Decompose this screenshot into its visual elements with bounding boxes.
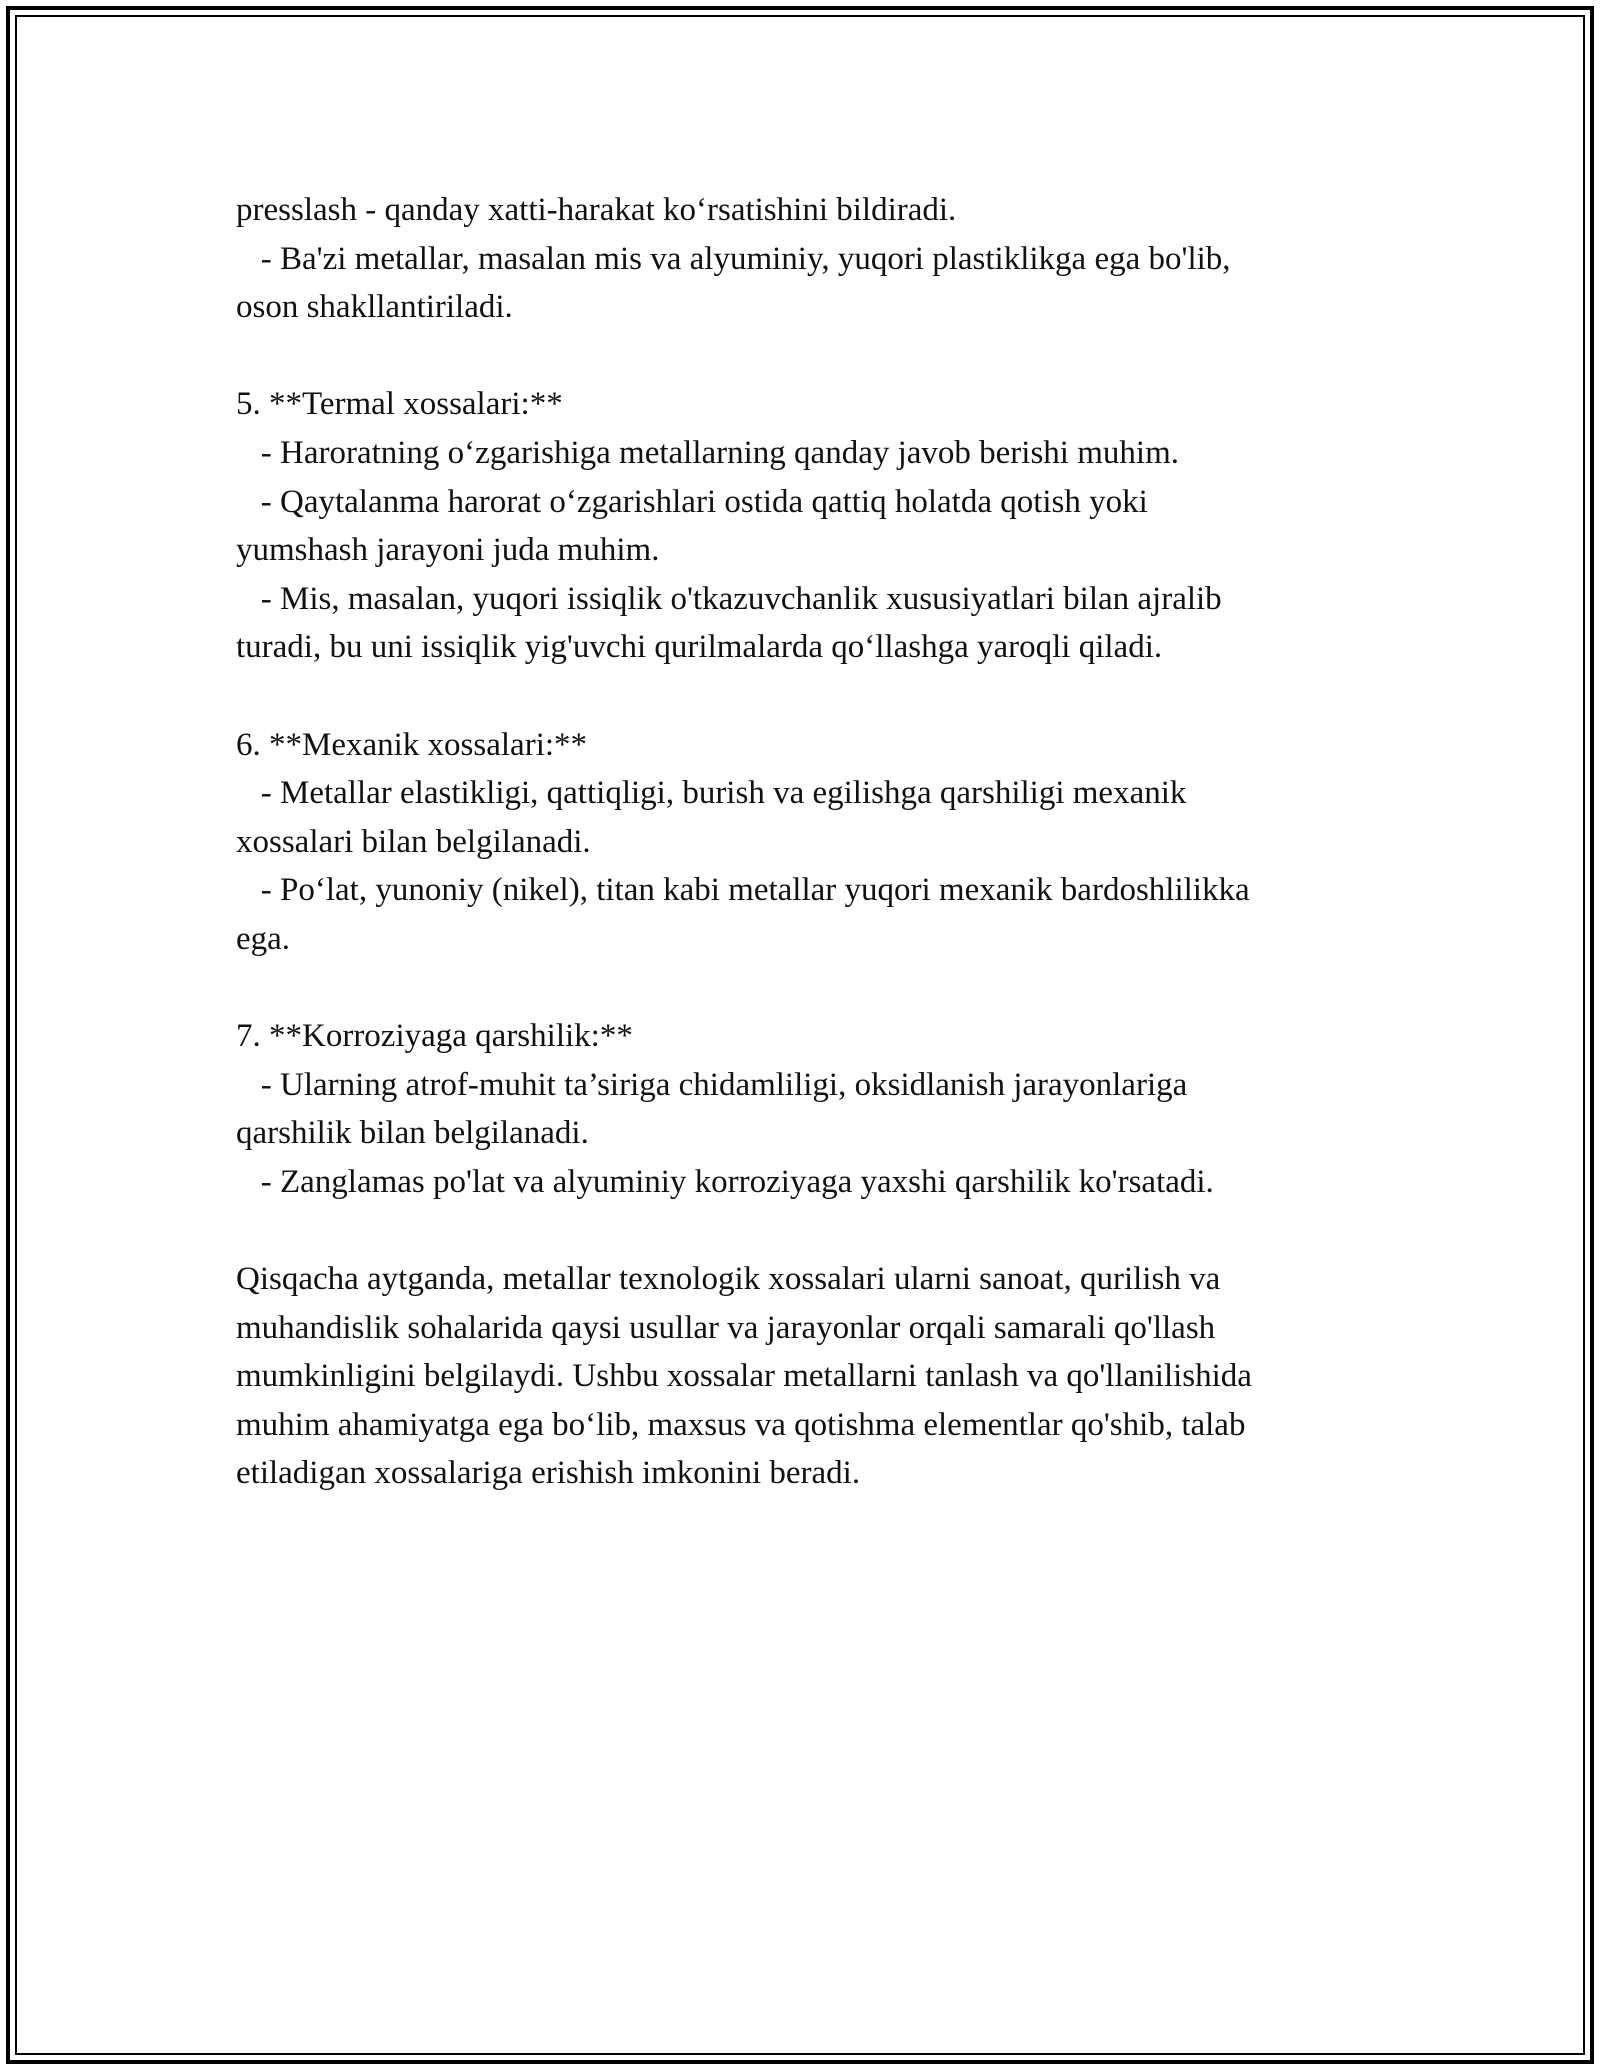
text-line: - Ularning atrof-muhit ta’siriga chidamliligi, oksidlanish jarayonlariga bbox=[236, 1066, 1188, 1103]
summary-line: etiladigan xossalariga erishish imkonini beradi. bbox=[236, 1455, 861, 1492]
text-line: yumshash jarayoni juda muhim. bbox=[236, 532, 660, 569]
text-line: - Ba'zi metallar, masalan mis va alyuminiy, yuqori plastiklikga ega bo'lib, bbox=[236, 240, 1231, 277]
paragraph-gap bbox=[236, 672, 1376, 721]
summary-line: Qisqacha aytganda, metallar texnologik xossalari ularni sanoat, qurilish va bbox=[236, 1261, 1221, 1298]
paragraph-gap bbox=[236, 332, 1376, 381]
text-line: turadi, bu uni issiqlik yig'uvchi qurilmalarda qo‘llashga yaroqli qiladi. bbox=[236, 629, 1163, 666]
section-heading: 6. **Mexanik xossalari:** bbox=[236, 726, 588, 763]
text-line: - Qaytalanma harorat o‘zgarishlari ostida qattiq holatda qotish yoki bbox=[236, 483, 1148, 520]
text-line: - Zanglamas po'lat va alyuminiy korroziyaga yaxshi qarshilik ko'rsatadi. bbox=[236, 1163, 1214, 1200]
paragraph-gap bbox=[236, 964, 1376, 1013]
section-heading: 5. **Termal xossalari:** bbox=[236, 386, 563, 423]
text-line: - Haroratning o‘zgarishiga metallarning qanday javob berishi muhim. bbox=[236, 434, 1179, 471]
text-line: oson shakllantiriladi. bbox=[236, 289, 513, 326]
text-line: xossalari bilan belgilanadi. bbox=[236, 823, 591, 860]
text-line: - Po‘lat, yunoniy (nikel), titan kabi metallar yuqori mexanik bardoshlilikka bbox=[236, 872, 1250, 909]
summary-line: muhandislik sohalarida qaysi usullar va jarayonlar orqali samarali qo'llash bbox=[236, 1309, 1216, 1346]
text-line: - Metallar elastikligi, qattiqligi, burish va egilishga qarshiligi mexanik bbox=[236, 775, 1187, 812]
text-line: qarshilik bilan belgilanadi. bbox=[236, 1115, 589, 1152]
summary-line: mumkinligini belgilaydi. Ushbu xossalar metallarni tanlash va qo'llanilishida bbox=[236, 1358, 1252, 1395]
section-heading: 7. **Korroziyaga qarshilik:** bbox=[236, 1018, 633, 1055]
summary-line: muhim ahamiyatga ega bo‘lib, maxsus va qotishma elementlar qo'shib, talab bbox=[236, 1406, 1246, 1443]
text-line: - Mis, masalan, yuqori issiqlik o'tkazuvchanlik xususiyatlari bilan ajralib bbox=[236, 580, 1222, 617]
document-body bbox=[236, 186, 1376, 1498]
text-line: presslash - qanday xatti-harakat ko‘rsatishini bildiradi. bbox=[236, 192, 957, 228]
text-line: ega. bbox=[236, 920, 291, 957]
paragraph-gap bbox=[236, 1206, 1376, 1255]
